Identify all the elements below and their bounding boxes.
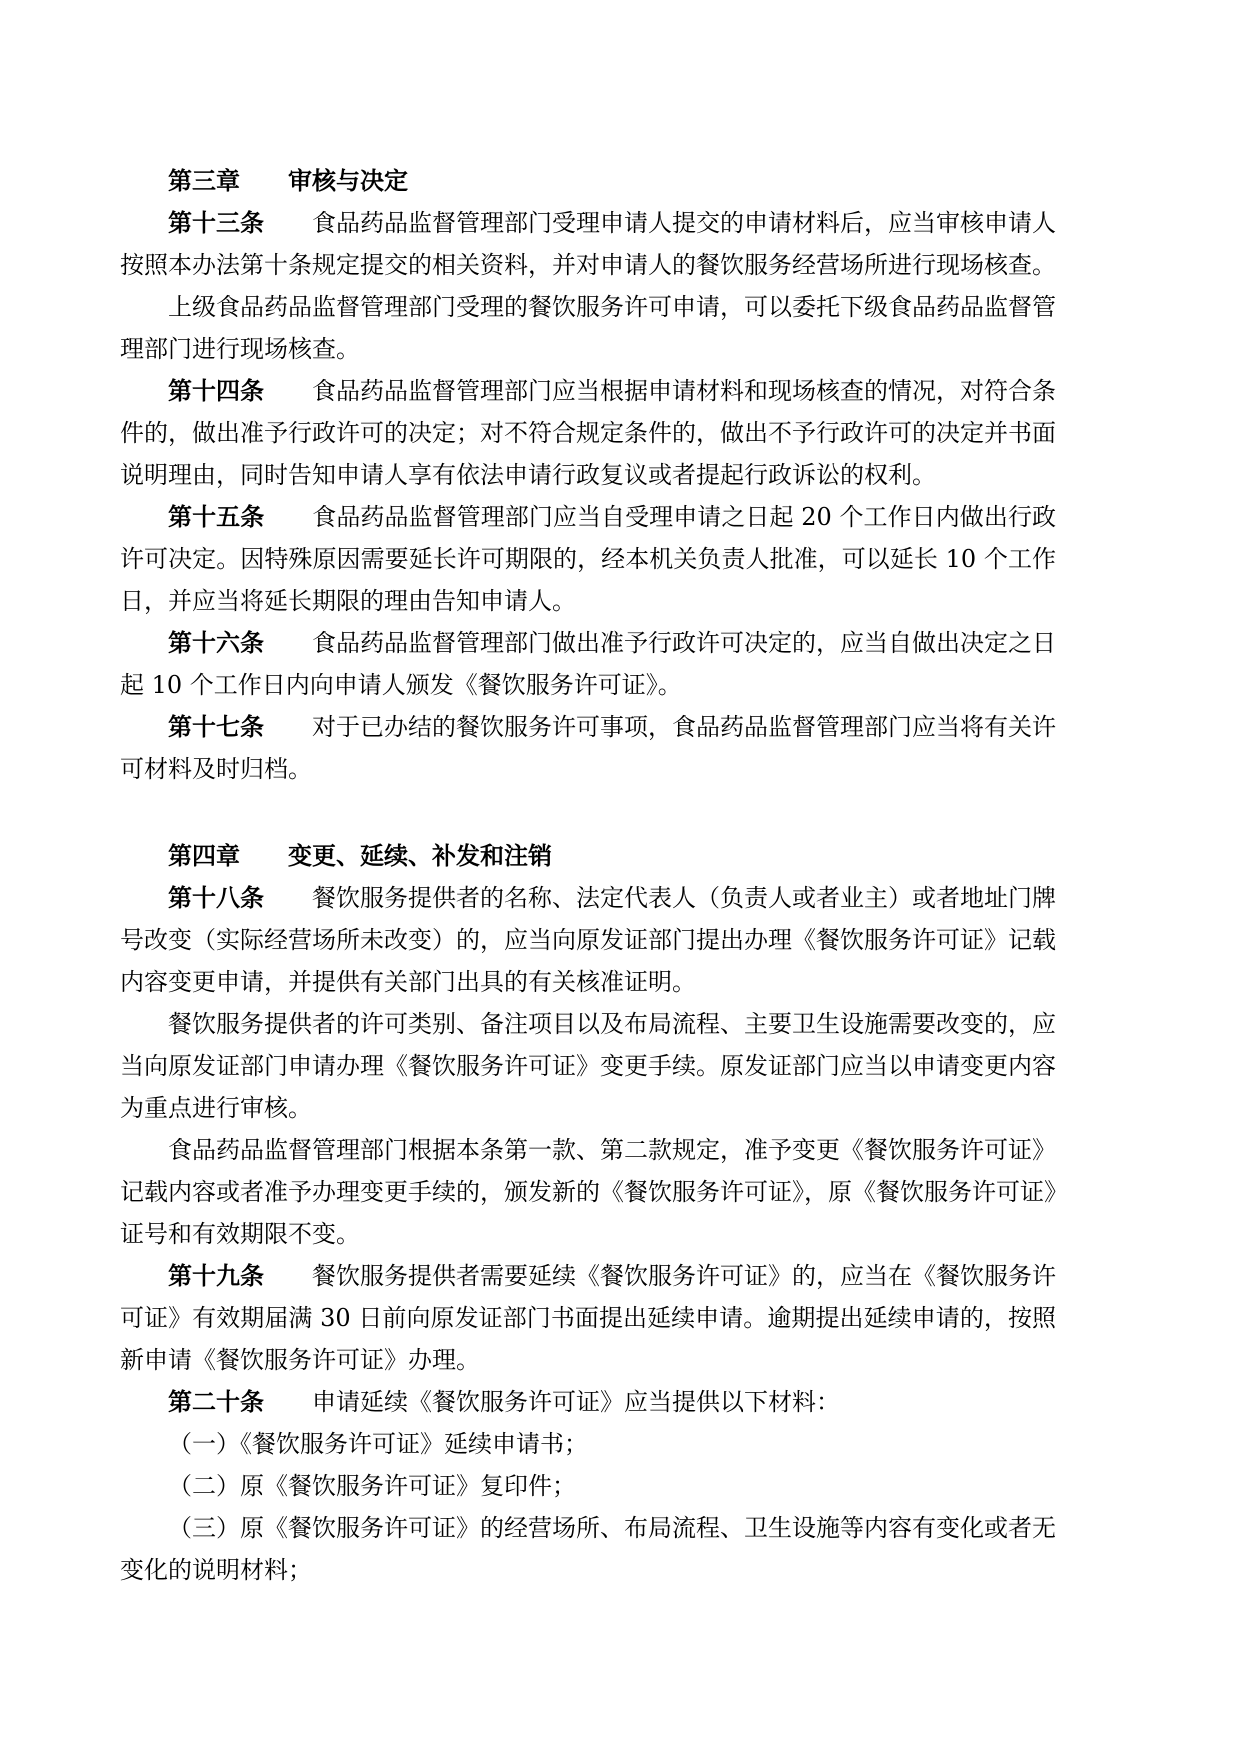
article-number: 第二十条 <box>168 1387 264 1416</box>
chapter-number: 第三章 <box>168 166 240 195</box>
article-text: 对于已办结的餐饮服务许可事项，食品药品监督管理部门应当将有关许可材料及时归档。 <box>120 713 1056 783</box>
article-paragraph <box>120 1465 1056 1507</box>
article-text: 食品药品监督管理部门应当自受理申请之日起 20 个工作日内做出行政许可决定。因特殊原因需要延长许可期限的，经本机关负责人批准，可以延长 10 个工作日，并应当将延长期限的理由告知申请人。 <box>120 503 1057 615</box>
article-paragraph <box>120 286 1056 370</box>
chapter-heading <box>120 835 1056 877</box>
chapter-3-articles <box>120 202 1056 790</box>
article-paragraph <box>120 496 1056 622</box>
chapter-number: 第四章 <box>168 841 240 870</box>
article-paragraph <box>120 1255 1056 1381</box>
article-text: （二）原《餐饮服务许可证》复印件； <box>168 1472 576 1500</box>
article-text: 餐饮服务提供者需要延续《餐饮服务许可证》的，应当在《餐饮服务许可证》有效期届满 30 日前向原发证部门书面提出延续申请。逾期提出延续申请的，按照新申请《餐饮服务许可证》办理。 <box>120 1262 1056 1374</box>
article-paragraph <box>120 1423 1056 1465</box>
chapter-title: 审核与决定 <box>288 166 408 195</box>
article-number: 第十四条 <box>168 376 264 405</box>
article-paragraph <box>120 1129 1056 1255</box>
article-text: （三）原《餐饮服务许可证》的经营场所、布局流程、卫生设施等内容有变化或者无变化的说明材料； <box>120 1514 1056 1584</box>
article-paragraph <box>120 370 1056 496</box>
chapter-heading <box>120 160 1056 202</box>
article-paragraph <box>120 706 1056 790</box>
article-paragraph <box>120 1381 1056 1423</box>
article-number: 第十六条 <box>168 628 264 657</box>
article-text: 餐饮服务提供者的许可类别、备注项目以及布局流程、主要卫生设施需要改变的，应当向原发证部门申请办理《餐饮服务许可证》变更手续。原发证部门应当以申请变更内容为重点进行审核。 <box>120 1010 1056 1122</box>
article-number: 第十七条 <box>168 712 264 741</box>
section-gap <box>120 790 1056 835</box>
article-paragraph <box>120 202 1056 286</box>
article-number: 第十三条 <box>168 208 264 237</box>
chapter-4-articles <box>120 877 1056 1591</box>
article-text: 食品药品监督管理部门根据本条第一款、第二款规定，准予变更《餐饮服务许可证》记载内容或者准予办理变更手续的，颁发新的《餐饮服务许可证》，原《餐饮服务许可证》证号和有效期限不变。 <box>120 1136 1056 1248</box>
article-paragraph <box>120 877 1056 1003</box>
document-body <box>120 160 1056 1591</box>
article-number: 第十五条 <box>168 502 265 531</box>
article-text: 食品药品监督管理部门应当根据申请材料和现场核查的情况，对符合条件的，做出准予行政许可的决定；对不符合规定条件的，做出不予行政许可的决定并书面说明理由，同时告知申请人享有依法申请行政复议或者提起行政诉讼的权利。 <box>120 377 1056 489</box>
article-text: 食品药品监督管理部门做出准予行政许可决定的，应当自做出决定之日起 10 个工作日内向申请人颁发《餐饮服务许可证》。 <box>120 629 1056 699</box>
article-number: 第十八条 <box>168 883 264 912</box>
article-number: 第十九条 <box>168 1261 264 1290</box>
article-text: 餐饮服务提供者的名称、法定代表人（负责人或者业主）或者地址门牌号改变（实际经营场所未改变）的，应当向原发证部门提出办理《餐饮服务许可证》记载内容变更申请，并提供有关部门出具的有关核准证明。 <box>120 884 1056 996</box>
article-paragraph <box>120 1003 1056 1129</box>
article-paragraph <box>120 622 1056 706</box>
chapter-title: 变更、延续、补发和注销 <box>288 841 552 870</box>
article-text: （一）《餐饮服务许可证》延续申请书； <box>168 1430 588 1458</box>
article-text: 上级食品药品监督管理部门受理的餐饮服务许可申请，可以委托下级食品药品监督管理部门进行现场核查。 <box>120 293 1056 363</box>
article-text: 食品药品监督管理部门受理申请人提交的申请材料后，应当审核申请人按照本办法第十条规定提交的相关资料，并对申请人的餐饮服务经营场所进行现场核查。 <box>120 209 1056 279</box>
article-paragraph <box>120 1507 1056 1591</box>
article-text: 申请延续《餐饮服务许可证》应当提供以下材料： <box>312 1388 840 1416</box>
